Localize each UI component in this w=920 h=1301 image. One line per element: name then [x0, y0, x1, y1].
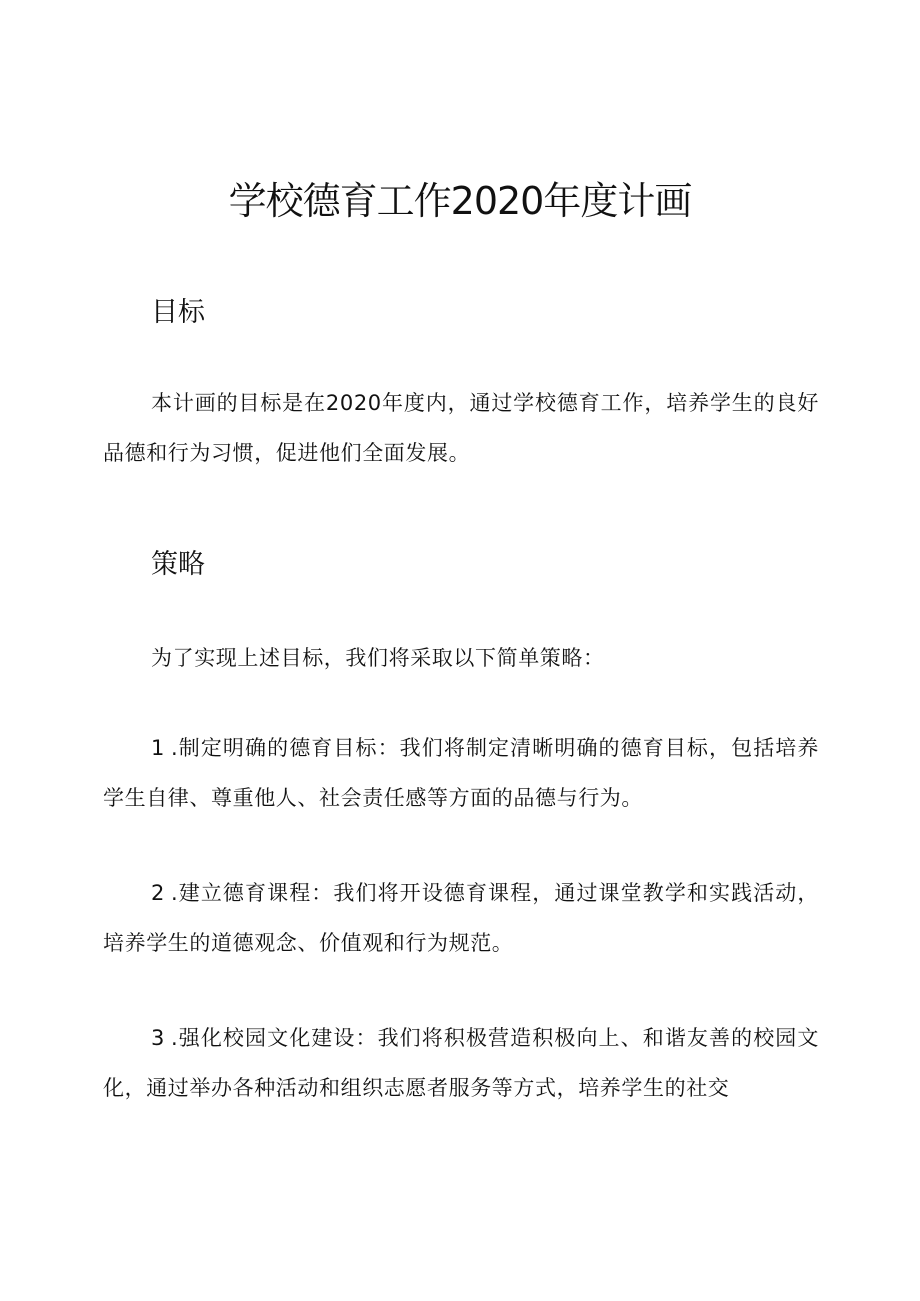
section-heading-goal: 目标 — [151, 297, 205, 328]
item-text: .强化校园文化建设：我们将积极营造积极向上、和谐友善的校园文化，通过举办各种活动和组织志愿者服务等方式，培养学生的社交 — [103, 1026, 819, 1100]
strategy-intro: 为了实现上述目标，我们将采取以下简单策略： — [151, 646, 605, 670]
item-text: .建立德育课程：我们将开设德育课程，通过课堂教学和实践活动，培养学生的道德观念、价值观和行为规范。 — [103, 881, 819, 955]
item-number: 3 — [151, 1026, 165, 1050]
goal-paragraph: 本计画的目标是在2020年度内，通过学校德育工作，培养学生的良好品德和行为习惯，促进他们全面发展。 — [103, 391, 819, 465]
strategy-item-1 — [103, 723, 819, 823]
document-title: 学校德育工作2020年度计画 — [228, 179, 692, 223]
item-number: 2 — [151, 881, 165, 905]
strategy-item-3 — [103, 1013, 819, 1113]
item-text: .制定明确的德育目标：我们将制定清晰明确的德育目标，包括培养学生自律、尊重他人、社会责任感等方面的品德与行为。 — [103, 736, 819, 810]
section-heading-strategy: 策略 — [151, 549, 205, 580]
strategy-item-2 — [103, 868, 819, 968]
item-number: 1 — [151, 736, 165, 760]
